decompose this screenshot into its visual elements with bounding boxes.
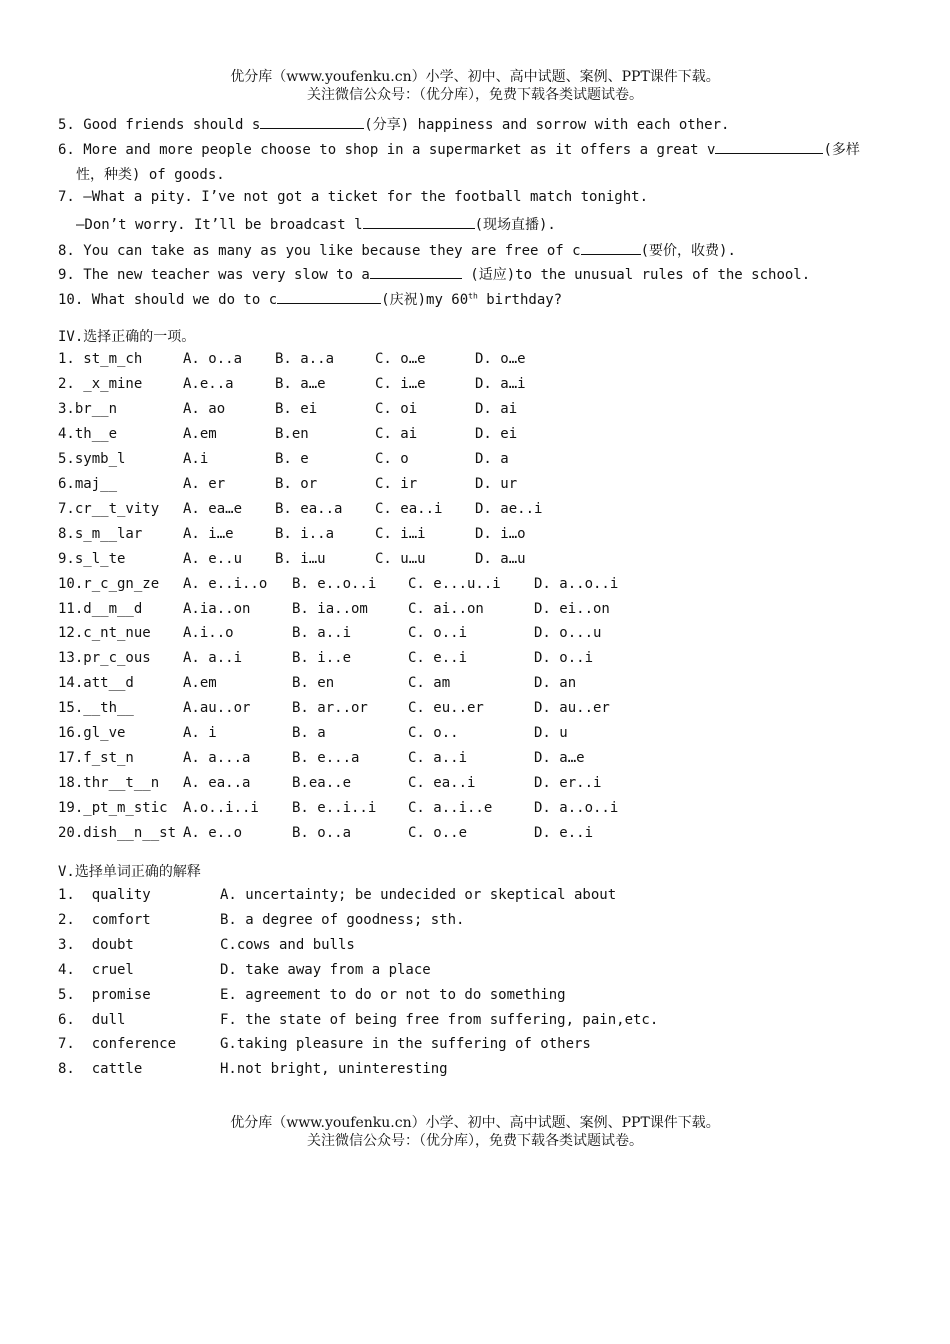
option-c[interactable]: C. ai [375,425,418,442]
question-word: 3.br__n [58,400,118,417]
option-b[interactable]: B. o..a [292,825,352,842]
option-b[interactable]: B. en [292,675,335,692]
definition-option[interactable]: G.taking pleasure in the suffering of others [220,1036,591,1053]
option-a[interactable]: A.e..a [183,375,234,392]
vocab-word: 5. promise [58,986,151,1003]
vocab-word: 3. doubt [58,936,134,953]
option-d[interactable]: D. o..i [534,650,594,667]
question-word: 4.th__e [58,425,118,442]
option-c[interactable]: C. oi [375,400,418,417]
option-d[interactable]: D. a..o..i [534,575,619,592]
vocab-word: 1. quality [58,887,151,903]
option-c[interactable]: C. eu..er [408,700,484,717]
definition-option[interactable]: D. take away from a place [220,961,431,978]
vocab-word: 4. cruel [58,961,134,978]
answer-blank[interactable] [260,114,364,129]
option-b[interactable]: B. i..e [292,650,352,667]
option-c[interactable]: C. o.. [408,725,459,742]
option-d[interactable]: D. er..i [534,775,602,792]
option-c[interactable]: C. o..e [408,825,468,842]
option-d[interactable]: D. ei..on [534,600,610,617]
question-word: 1. st_m_ch [58,351,143,367]
option-a[interactable]: A. e..u [183,550,243,567]
question-word: 17.f_st_n [58,750,134,767]
definition-option[interactable]: H.not bright, uninteresting [220,1061,448,1078]
question-10: 10. What should we do to c (庆祝)my 60th birthday? [58,289,562,309]
option-d[interactable]: D. an [534,675,577,692]
option-a[interactable]: A. i…e [183,525,234,542]
question-8: 8. You can take as many as you like because they are free of c (要价，收费). [58,240,736,260]
vocab-word: 2. comfort [58,911,151,928]
option-a[interactable]: A.o..i..i [183,800,259,817]
definition-option[interactable]: A. uncertainty; be undecided or skeptical about [220,887,617,903]
question-word: 7.cr__t_vity [58,500,160,517]
question-word: 20.dish__n__st [58,825,177,842]
question-word: 18.thr__t__n [58,775,160,792]
option-c[interactable]: C. o…e [375,351,426,367]
option-a[interactable]: A.em [183,675,217,692]
option-c[interactable]: C. a..i..e [408,800,493,817]
option-c[interactable]: C. e..i [408,650,468,667]
option-b[interactable]: B. i…u [275,550,326,567]
question-word: 2. _x_mine [58,375,143,392]
option-d[interactable]: D. o…e [475,351,526,367]
option-b[interactable]: B.ea..e [292,775,352,792]
option-c[interactable]: C. ea..i [408,775,476,792]
option-b[interactable]: B. e..i..i [292,800,377,817]
option-c[interactable]: C. a..i [408,750,468,767]
answer-blank[interactable] [370,264,462,279]
option-a[interactable]: A. er [183,475,226,492]
option-a[interactable]: A.au..or [183,700,251,717]
answer-blank[interactable] [715,139,823,154]
option-c[interactable]: C. e...u..i [408,575,501,592]
option-a[interactable]: A. i [183,725,217,742]
option-a[interactable]: A.i [183,450,209,467]
option-d[interactable]: D. a..o..i [534,800,619,817]
option-a[interactable]: A. ao [183,400,226,417]
option-a[interactable]: A. a...a [183,750,251,767]
option-b[interactable]: B. ei [275,400,318,417]
part5-title: V.选择单词正确的解释 [58,864,201,880]
option-d[interactable]: D. e..i [534,825,594,842]
option-d[interactable]: D. o...u [534,625,602,642]
answer-blank[interactable] [581,240,641,255]
option-a[interactable]: A. e..o [183,825,243,842]
option-b[interactable]: B. or [275,475,318,492]
option-c[interactable]: C. am [408,675,451,692]
option-d[interactable]: D. ai [475,400,518,417]
option-d[interactable]: D. ei [475,425,518,442]
question-6: 6. More and more people choose to shop in a supermarket as it offers a great v (多样 [58,139,860,159]
question-word: 15.__th__ [58,700,134,717]
option-d[interactable]: D. a…u [475,550,526,567]
option-c[interactable]: C. ea..i [375,500,443,517]
option-b[interactable]: B. e...a [292,750,360,767]
question-word: 8.s_m__lar [58,525,143,542]
footer-line-2: 关注微信公众号：（优分库），免费下载各类试题试卷。 [307,1133,643,1149]
question-9: 9. The new teacher was very slow to a (适应)to the unusual rules of the school. [58,264,810,284]
option-b[interactable]: B. ea..a [275,500,343,517]
option-c[interactable]: C. i…i [375,525,426,542]
question-word: 19._pt_m_stic [58,800,168,817]
vocab-word: 6. dull [58,1011,126,1028]
option-b[interactable]: B. e [275,450,309,467]
option-d[interactable]: D. a…e [534,750,585,767]
option-b[interactable]: B. a..i [292,625,352,642]
option-a[interactable]: A. ea..a [183,775,251,792]
option-d[interactable]: D. ur [475,475,518,492]
option-d[interactable]: D. a [475,450,509,467]
definition-option[interactable]: E. agreement to do or not to do something [220,986,566,1003]
question-word: 9.s_l_te [58,550,126,567]
option-d[interactable]: D. ae..i [475,500,543,517]
option-c[interactable]: C. o..i [408,625,468,642]
definition-option[interactable]: C.cows and bulls [220,936,355,953]
question-word: 5.symb_l [58,450,126,467]
option-b[interactable]: B. a…e [275,375,326,392]
option-c[interactable]: C. i…e [375,375,426,392]
question-word: 6.maj__ [58,475,118,492]
definition-option[interactable]: B. a degree of goodness; sth. [220,911,465,928]
option-c[interactable]: C. u…u [375,550,426,567]
header-line-1: 优分库（www.youfenku.cn）小学、初中、高中试题、案例、PPT课件下载。 [230,69,720,85]
vocab-word: 8. cattle [58,1061,143,1078]
option-b[interactable]: B.en [275,425,309,442]
option-a[interactable]: A. a..i [183,650,243,667]
question-word: 13.pr_c_ous [58,650,151,667]
header-line-2: 关注微信公众号：（优分库），免费下载各类试题试卷。 [307,87,643,103]
answer-blank[interactable] [277,289,381,304]
option-b[interactable]: B. i..a [275,525,335,542]
question-7: 7. —What a pity. I’ve not got a ticket for the football match tonight. [58,189,649,205]
option-a[interactable]: A.em [183,425,217,442]
footer-line-1: 优分库（www.youfenku.cn）小学、初中、高中试题、案例、PPT课件下载。 [230,1115,720,1131]
option-d[interactable]: D. i…o [475,525,526,542]
option-c[interactable]: C. o [375,450,409,467]
question-word: 12.c_nt_nue [58,625,151,642]
option-a[interactable]: A. e..i..o [183,575,268,592]
option-c[interactable]: C. ai..on [408,600,484,617]
part4-title: IV.选择正确的一项。 [58,329,196,345]
option-d[interactable]: D. a…i [475,375,526,392]
option-c[interactable]: C. ir [375,475,418,492]
question-word: 11.d__m__d [58,600,143,617]
question-word: 14.att__d [58,675,134,692]
option-b[interactable]: B. a [292,725,326,742]
question-word: 16.gl_ve [58,725,126,742]
option-a[interactable]: A.i..o [183,625,234,642]
option-b[interactable]: B. a..a [275,351,335,367]
answer-blank[interactable] [363,214,475,229]
question-word: 10.r_c_gn_ze [58,575,160,592]
option-d[interactable]: D. au..er [534,700,610,717]
option-b[interactable]: B. ia..om [292,600,368,617]
question-5: 5. Good friends should s (分享) happiness and sorrow with each other. [58,114,729,134]
option-b[interactable]: B. e..o..i [292,575,377,592]
question-7-reply: —Don’t worry. It’ll be broadcast l (现场直播). [76,214,556,234]
definition-option[interactable]: F. the state of being free from suffering, pain,etc. [220,1011,659,1028]
option-a[interactable]: A. ea…e [183,500,243,517]
option-a[interactable]: A.ia..on [183,600,251,617]
option-b[interactable]: B. ar..or [292,700,368,717]
question-6-cont: 性，种类) of goods. [76,167,225,183]
option-d[interactable]: D. u [534,725,568,742]
vocab-word: 7. conference [58,1036,177,1053]
option-a[interactable]: A. o..a [183,351,243,367]
